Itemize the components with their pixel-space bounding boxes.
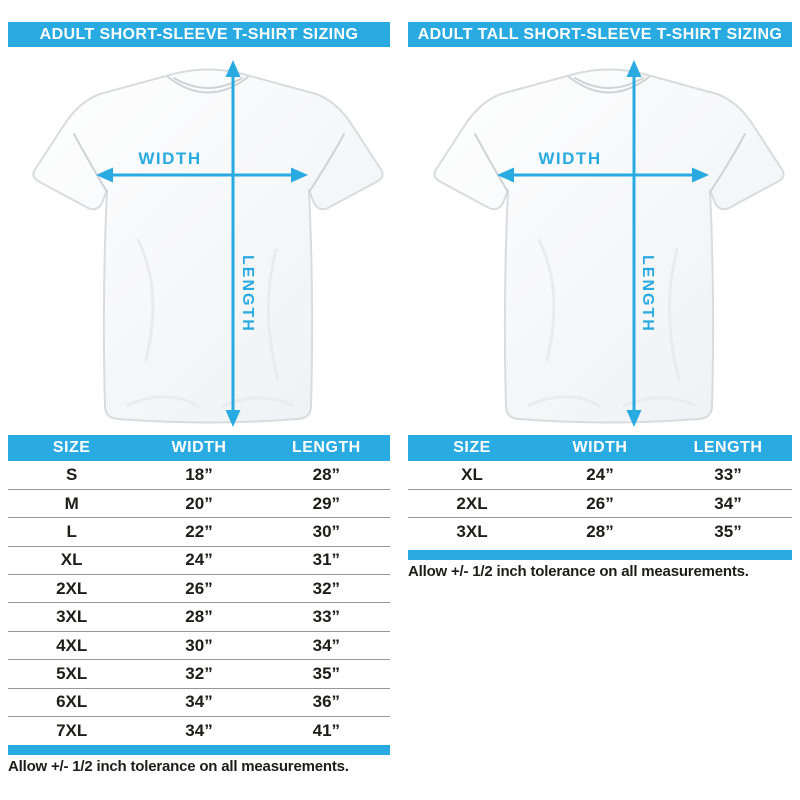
table-cell: M <box>64 493 79 513</box>
table-row <box>8 717 390 745</box>
shirt-measurement-diagram <box>8 50 390 432</box>
column-header-length: LENGTH <box>664 435 792 461</box>
table-cell: 35” <box>714 522 742 542</box>
table-cell: 34” <box>312 635 341 655</box>
table-row <box>8 575 390 603</box>
tolerance-note: Allow +/- 1/2 inch tolerance on all measurements. <box>408 563 749 580</box>
panel-adult-tall-sizing <box>408 0 792 800</box>
table-footer-bar <box>8 745 390 755</box>
table-cell: 33” <box>312 607 341 627</box>
table-cell: 35” <box>312 663 341 683</box>
table-footer-bar <box>408 550 792 560</box>
tshirt-silhouette <box>434 70 783 423</box>
tshirt-image <box>8 50 390 432</box>
table-cell: 28” <box>185 607 213 627</box>
column-header-size: SIZE <box>408 435 536 461</box>
tolerance-note: Allow +/- 1/2 inch tolerance on all measurements. <box>8 758 349 775</box>
table-row <box>408 518 792 546</box>
tshirt-silhouette <box>33 70 382 423</box>
table-cell: 26” <box>185 578 213 598</box>
table-header-row <box>408 435 792 461</box>
table-cell: 34” <box>185 692 213 712</box>
table-row <box>8 631 390 659</box>
table-cell: 6XL <box>56 692 88 712</box>
table-row <box>408 461 792 489</box>
table-row <box>8 546 390 574</box>
column-header-length: LENGTH <box>263 435 390 461</box>
table-cell: 22” <box>185 521 213 541</box>
table-cell: 32” <box>312 578 341 598</box>
column-header-width: WIDTH <box>135 435 262 461</box>
table-cell: 32” <box>185 663 213 683</box>
table-cell: 29” <box>312 493 341 513</box>
table-row <box>8 688 390 716</box>
table-cell: 28” <box>586 522 614 542</box>
table-cell: 30” <box>312 521 341 541</box>
table-cell: 34” <box>185 720 213 740</box>
table-cell: 24” <box>185 550 213 570</box>
shirt-measurement-diagram <box>408 50 792 432</box>
column-header-width: WIDTH <box>536 435 664 461</box>
table-header-row <box>8 435 390 461</box>
table-cell: 20” <box>185 493 213 513</box>
length-measure-label: LENGTH <box>239 255 256 333</box>
table-cell: 33” <box>714 464 742 484</box>
width-measure-label: WIDTH <box>538 149 602 168</box>
table-cell: 3XL <box>456 522 488 542</box>
table-cell: 41” <box>312 720 341 740</box>
table-cell: 3XL <box>56 607 88 627</box>
table-cell: 2XL <box>56 578 88 598</box>
table-cell: 18” <box>185 464 213 484</box>
table-cell: XL <box>60 550 83 570</box>
size-table <box>8 435 390 745</box>
table-cell: 4XL <box>56 635 88 655</box>
panel-title: ADULT TALL SHORT-SLEEVE T-SHIRT SIZING <box>408 22 792 47</box>
length-measure-label: LENGTH <box>639 255 656 333</box>
table-cell: 36” <box>312 692 341 712</box>
panel-adult-sizing <box>8 0 390 800</box>
table-cell: 28” <box>312 464 341 484</box>
table-row <box>8 461 390 489</box>
table-cell: 2XL <box>456 493 488 513</box>
table-cell: 24” <box>586 464 614 484</box>
panel-title: ADULT SHORT-SLEEVE T-SHIRT SIZING <box>8 22 390 47</box>
table-cell: XL <box>461 464 483 484</box>
table-cell: 30” <box>185 635 213 655</box>
size-table <box>408 435 792 546</box>
width-measure-label: WIDTH <box>138 149 202 168</box>
table-row <box>8 603 390 631</box>
table-cell: 5XL <box>56 663 88 683</box>
table-cell: S <box>65 464 78 484</box>
table-cell: 26” <box>586 493 614 513</box>
table-cell: L <box>66 521 77 541</box>
table-row <box>408 489 792 517</box>
table-cell: 34” <box>714 493 742 513</box>
column-header-size: SIZE <box>8 435 135 461</box>
table-cell: 7XL <box>56 720 88 740</box>
tshirt-image <box>408 50 792 432</box>
table-cell: 31” <box>312 550 341 570</box>
table-row <box>8 489 390 517</box>
table-row <box>8 518 390 546</box>
table-row <box>8 660 390 688</box>
